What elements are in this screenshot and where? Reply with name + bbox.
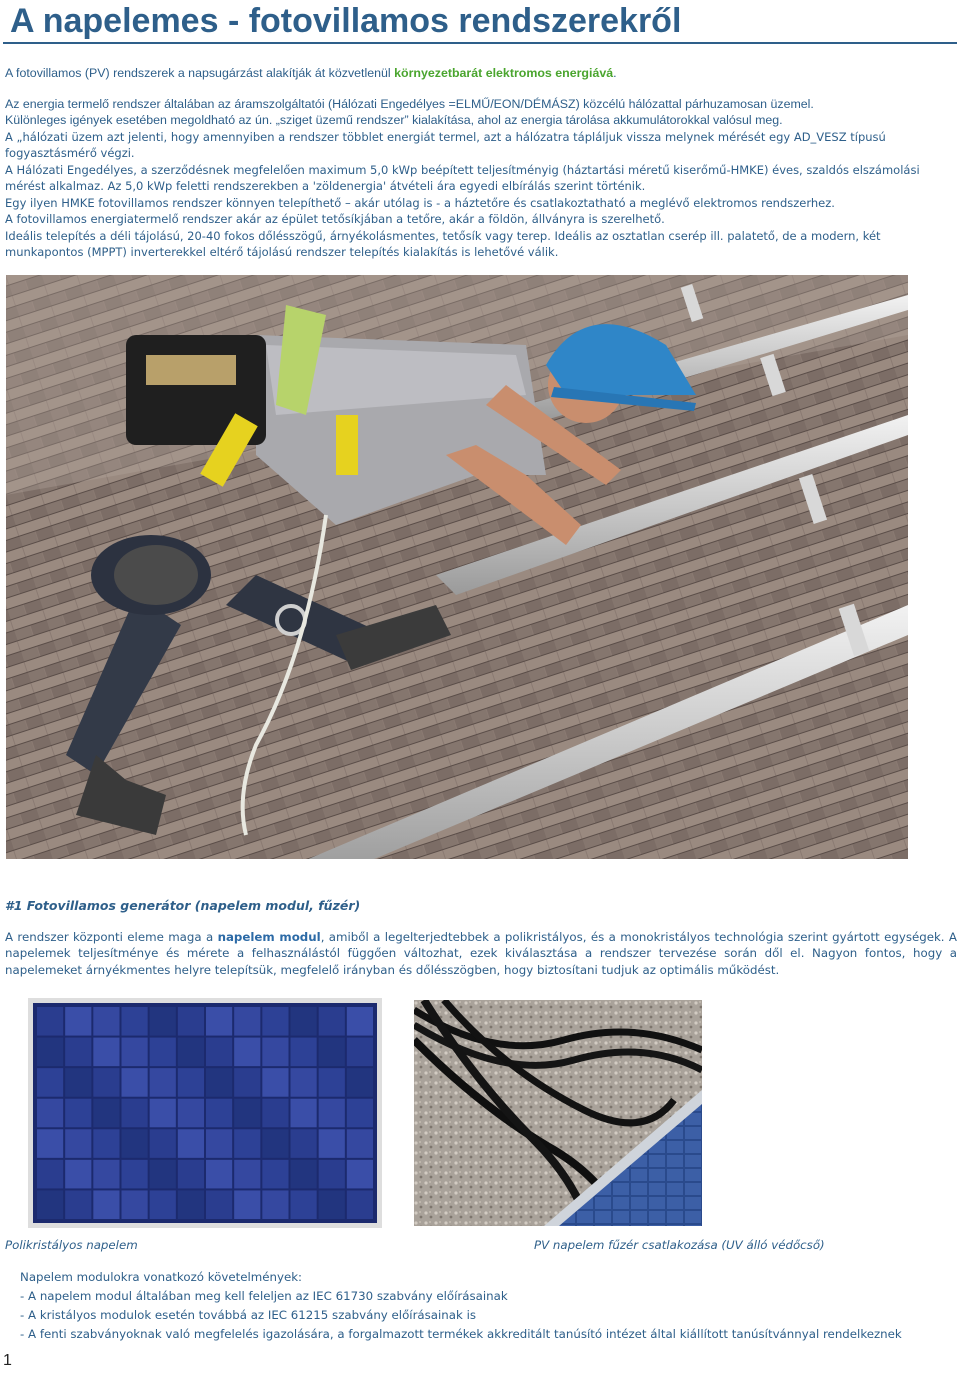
intro-paragraph-4: A „hálózati üzem azt jelenti, hogy amennyiben a rendszer többlet energiát termel, azt a hálózatra tápláljuk vissza melynek mérését egy AD_VESZ típusú fogyasztásmérő végzi. (5, 129, 886, 160)
caption-polycrystalline: Polikristályos napelem (5, 1238, 138, 1252)
intro-paragraph-2: Az energia termelő rendszer általában az áramszolgáltatói (Hálózati Engedélyes =ELMŰ/EON/DÉMÁSZ) közcélú hálózattal párhuzamosan üzemel. (5, 96, 814, 111)
section-p-highlight: napelem modul (217, 929, 321, 944)
polycrystalline-panel-image (28, 998, 382, 1228)
section-p-start: A rendszer központi eleme maga a (5, 929, 218, 944)
intro-paragraph-5: A Hálózati Engedélyes, a szerződésnek megfelelően maximum 5,0 kWp beépített teljesítményig (háztartási méretű kiserőmű-HMKE) éves, szaldós elszámolási mérést alkalmaz. Az 5,0 kWp feletti rendszerekben a 'zöldenergia' átvételi ára egyedi elbírálás szerint történik. (5, 162, 920, 193)
intro-paragraph-1 (5, 65, 955, 82)
intro-paragraph-3: Különleges igények esetében megoldható az ún. „sziget üzemű rendszer” kialakítása, ahol az energia tárolása akkumulátorokkal valósul meg. (5, 113, 783, 127)
requirements-heading: Napelem modulokra vonatkozó követelmények: (20, 1270, 303, 1284)
pv-string-connection-image (414, 1000, 702, 1226)
title-underline (3, 42, 957, 44)
section-pv-generator (5, 898, 957, 978)
requirements-list (20, 1268, 950, 1344)
requirement-item: - A fenti szabványoknak való megfelelés igazolására, a forgalmazott termékek akkreditált tanúsító intézet által kiállított tanúsítvánnyal rendelkeznek (20, 1327, 902, 1341)
intro-p1-end: . (613, 66, 617, 80)
section-paragraph (5, 929, 957, 979)
intro-p1-highlight: környezetbarát elektromos energiává (394, 66, 614, 80)
intro-paragraph-8: Ideális telepítés a déli tájolású, 20-40 fokos dőlésszögű, árnyékolásmentes, tetősík vagy terep. Ideális az osztatlan cserép ill. palatető, de a modern, két munkapontos (MPPT) inverterekkel eltérő tájolású rendszer telepítés kialakítás is lehetővé válik. (5, 228, 881, 259)
section-p-rest: , amiből a legelterjedtebbek a polikristályos, és a monokristályos technológia szerint gyártott egységek. A napelemek teljesítménye és mérete a felhasználástól függően változhat, ezek kiválasztása a rendszer tervezése során dől el. Nagyon fontos, hogy a napelemeket árnyékmentes helyre telepítsük, megfelelő irányban és dőlésszögben, hogy biztosítani tudjuk az optimális működést. (5, 929, 957, 977)
requirement-item: - A kristályos modulok esetén továbbá az IEC 61215 szabvány előírásainak is (20, 1308, 477, 1322)
section-heading: #1 Fotovillamos generátor (napelem modul, fűzér) (5, 898, 361, 913)
caption-pv-string: PV napelem fűzér csatlakozása (UV álló védőcső) (534, 1238, 825, 1252)
page-title: A napelemes - fotovillamos rendszerekről (10, 2, 682, 40)
intro-paragraph-6: Egy ilyen HMKE fotovillamos rendszer könnyen telepíthető – akár utólag is - a háztetőre és csatlakoztatható a meglévő elektromos rendszerhez. (5, 195, 835, 210)
roof-installer-photo (6, 275, 908, 859)
requirement-item: - A napelem modul általában meg kell feleljen az IEC 61730 szabvány előírásainak (20, 1289, 508, 1303)
page-number: 1 (3, 1352, 12, 1369)
intro-text (5, 65, 955, 261)
intro-paragraph-7: A fotovillamos energiatermelő rendszer akár az épület tetősíkjában a tetőre, akár a földön, állványra is szerelhető. (5, 212, 665, 226)
intro-p1-text: A fotovillamos (PV) rendszerek a napsugárzást alakítják át közvetlenül (5, 66, 395, 80)
